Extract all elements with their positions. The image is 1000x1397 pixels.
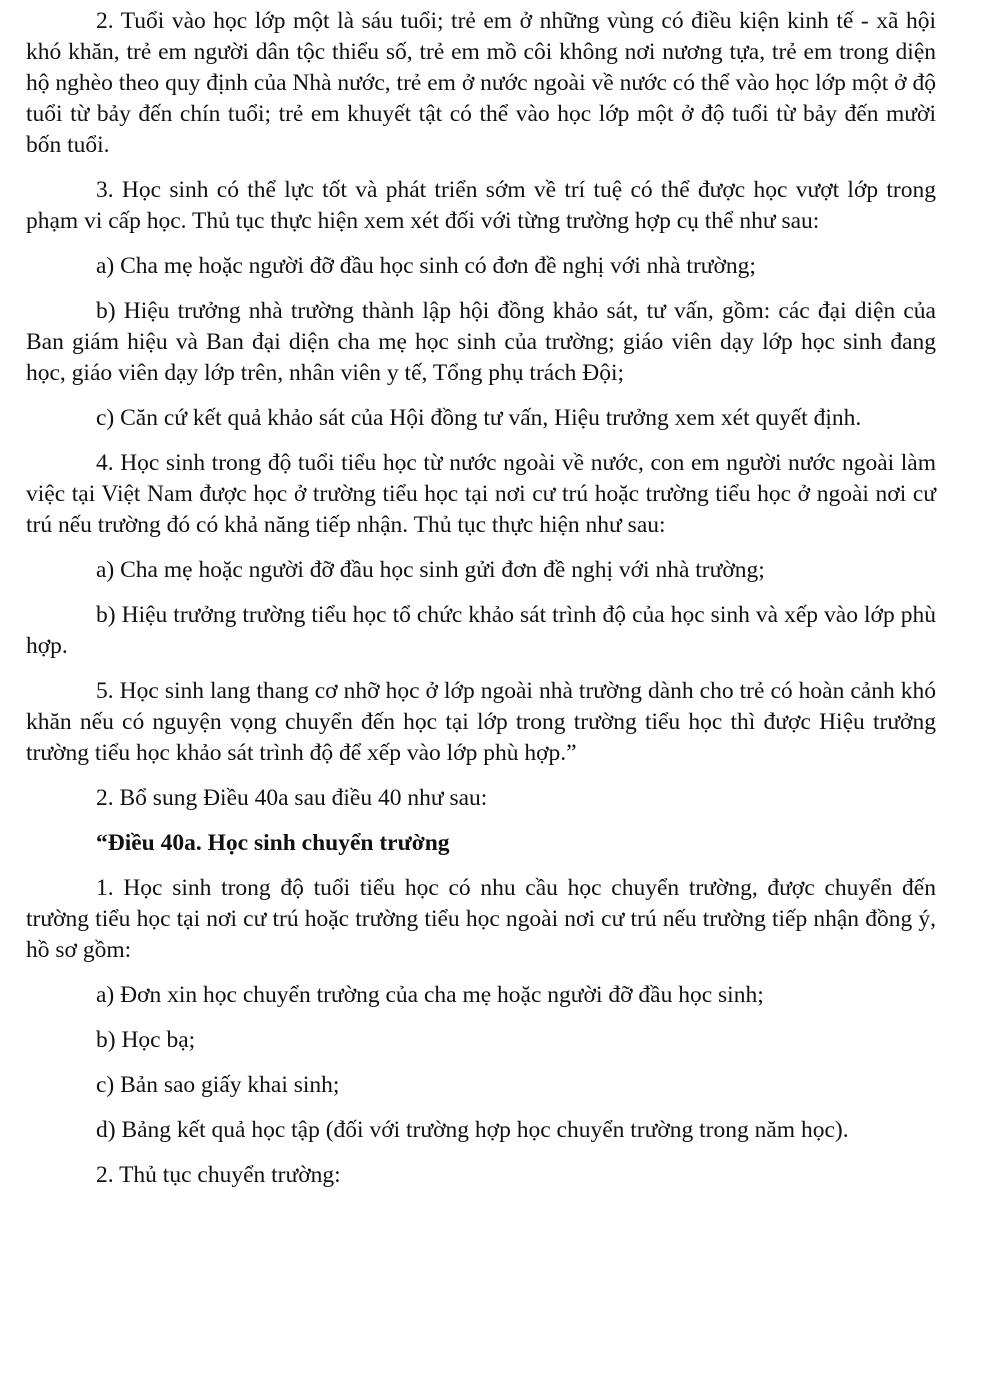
paragraph-street-children: 5. Học sinh lang thang cơ nhỡ học ở lớp ngoài nhà trường dành cho trẻ có hoàn cảnh khó khăn nếu có nguyện vọng chuyển đến học tại lớp trong trường tiểu học thì được Hiệu trưởng trường tiểu học khảo sát trình độ để xếp vào lớp phù hợp.” (26, 678, 936, 766)
paragraph-amendment-intro: 2. Bổ sung Điều 40a sau điều 40 như sau: (96, 785, 488, 811)
paragraph-transfer-dossier: 1. Học sinh trong độ tuổi tiểu học có nhu cầu học chuyển trường, được chuyển đến trường tiểu học tại nơi cư trú hoặc trường tiểu học ngoài nơi cư trú nếu trường tiếp nhận đồng ý, hồ sơ gồm: (26, 875, 936, 963)
article-heading: “Điều 40a. Học sinh chuyển trường (96, 830, 450, 856)
paragraph-transfer-c: c) Bản sao giấy khai sinh; (96, 1072, 340, 1098)
paragraph-transfer-b: b) Học bạ; (96, 1027, 196, 1053)
paragraph-returning-students: 4. Học sinh trong độ tuổi tiểu học từ nước ngoài về nước, con em người nước ngoài làm việc tại Việt Nam được học ở trường tiểu học tại nơi cư trú hoặc trường tiểu học ở ngoài nơi cư trú nếu trường đó có khả năng tiếp nhận. Thủ tục thực hiện như sau: (26, 450, 936, 538)
paragraph-skip-grade-a: a) Cha mẹ hoặc người đỡ đầu học sinh có đơn đề nghị với nhà trường; (96, 253, 756, 279)
paragraph-skip-grade: 3. Học sinh có thể lực tốt và phát triển sớm về trí tuệ có thể được học vượt lớp trong phạm vi cấp học. Thủ tục thực hiện xem xét đối với từng trường hợp cụ thể như sau: (26, 177, 936, 234)
paragraph-age-requirement: 2. Tuổi vào học lớp một là sáu tuổi; trẻ em ở những vùng có điều kiện kinh tế - xã hội khó khăn, trẻ em người dân tộc thiểu số, trẻ em mồ côi không nơi nương tựa, trẻ em trong diện hộ nghèo theo quy định của Nhà nước, trẻ em ở nước ngoài về nước có thể vào học lớp một ở độ tuổi từ bảy đến chín tuổi; trẻ em khuyết tật có thể vào học lớp một ở độ tuổi từ bảy đến mười bốn tuổi. (26, 8, 936, 158)
paragraph-skip-grade-c: c) Căn cứ kết quả khảo sát của Hội đồng tư vấn, Hiệu trưởng xem xét quyết định. (96, 405, 862, 431)
document-page (26, 6, 936, 1205)
paragraph-skip-grade-b: b) Hiệu trưởng nhà trường thành lập hội đồng khảo sát, tư vấn, gồm: các đại diện của Ban giám hiệu và Ban đại diện cha mẹ học sinh của trường; giáo viên dạy lớp học sinh đang học, giáo viên dạy lớp trên, nhân viên y tế, Tổng phụ trách Đội; (26, 298, 936, 386)
paragraph-transfer-d: d) Bảng kết quả học tập (đối với trường hợp học chuyển trường trong năm học). (96, 1117, 849, 1143)
paragraph-returning-a: a) Cha mẹ hoặc người đỡ đầu học sinh gửi đơn đề nghị với nhà trường; (96, 557, 765, 583)
paragraph-transfer-procedure: 2. Thủ tục chuyển trường: (96, 1162, 341, 1188)
paragraph-returning-b: b) Hiệu trưởng trường tiểu học tổ chức khảo sát trình độ của học sinh và xếp vào lớp phù hợp. (26, 602, 936, 659)
paragraph-transfer-a: a) Đơn xin học chuyển trường của cha mẹ hoặc người đỡ đầu học sinh; (96, 982, 764, 1008)
